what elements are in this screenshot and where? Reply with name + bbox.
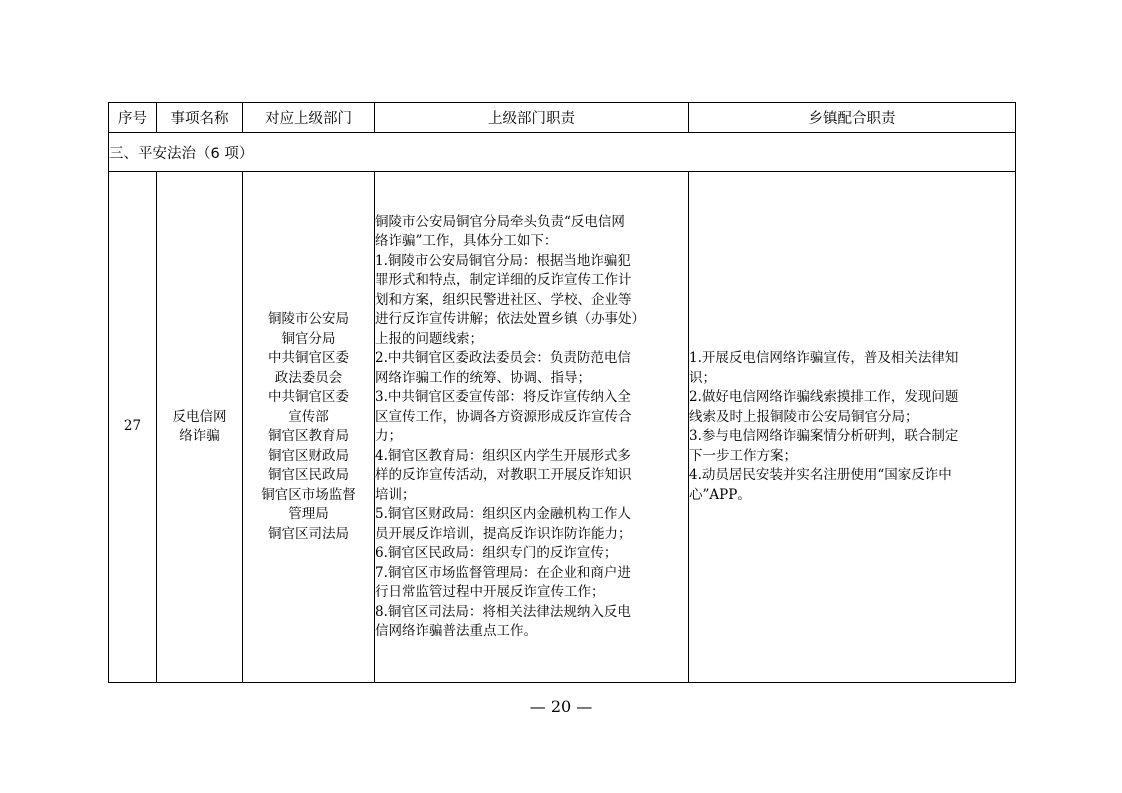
town-duty-line: 4.动员居民安装并实名注册使用“国家反诈中 [689, 467, 952, 483]
duty-line: 3.中共铜官区委宣传部：将反诈宣传纳入全 [375, 389, 631, 405]
duty-line: 行日常监管过程中开展反诈宣传工作； [375, 584, 605, 600]
item-name-line: 络诈骗 [179, 428, 220, 444]
duty-line: 1.铜陵市公安局铜官分局：根据当地诈骗犯 [375, 252, 631, 269]
dept-line: 铜官区教育局 [268, 428, 349, 444]
dept-line: 铜官区司法局 [268, 525, 349, 542]
town-duty-line: 识； [689, 369, 716, 386]
duty-line: 4.铜官区教育局：组织区内学生开展形式多 [375, 447, 631, 464]
section-title: 三、平安法治（6 项） [109, 133, 1016, 172]
duty-line: 络诈骗”工作，具体分工如下： [375, 233, 558, 249]
item-name-cell [157, 172, 243, 683]
duty-line: 罪形式和特点，制定详细的反诈宣传工作计 [375, 272, 632, 288]
superior-duty-cell [375, 172, 689, 683]
dept-line: 铜官区财政局 [268, 447, 349, 464]
responsibility-table [108, 102, 1016, 683]
header-item-name: 事项名称 [157, 103, 243, 133]
item-name-line: 反电信网 [172, 408, 227, 425]
duty-line: 进行反诈宣传讲解；依法处置乡镇（办事处） [375, 311, 645, 327]
dept-line: 铜官区民政局 [268, 467, 349, 483]
town-duty-line: 下一步工作方案； [689, 447, 797, 464]
dept-line: 铜官区市场监督 [261, 486, 356, 503]
duty-line: 上报的问题线索； [375, 330, 483, 347]
page-number: — 20 — [529, 697, 593, 716]
dept-line: 宣传部 [288, 408, 329, 425]
superior-dept-cell [243, 172, 375, 683]
section-row [109, 133, 1016, 172]
header-superior-dept: 对应上级部门 [243, 103, 375, 133]
dept-line: 政法委员会 [274, 369, 343, 386]
town-duty-line: 线索及时上报铜陵市公安局铜官分局； [689, 408, 919, 425]
row-number: 27 [109, 172, 157, 683]
header-town-duty: 乡镇配合职责 [689, 103, 1016, 133]
town-duty-line: 3.参与电信网络诈骗案情分析研判，联合制定 [689, 428, 959, 444]
dept-line: 中共铜官区委 [268, 389, 349, 405]
duty-line: 样的反诈宣传活动，对教职工开展反诈知识 [375, 467, 632, 483]
duty-line: 8.铜官区司法局：将相关法律法规纳入反电 [375, 603, 631, 620]
header-seq: 序号 [109, 103, 157, 133]
dept-line: 中共铜官区委 [268, 350, 349, 366]
duty-line: 划和方案，组织民警进社区、学校、企业等 [375, 291, 632, 308]
table-row [109, 172, 1016, 683]
header-superior-duty: 上级部门职责 [375, 103, 689, 133]
duty-line: 区宣传工作，协调各方资源形成反诈宣传合 [375, 408, 632, 425]
town-duty-line: 2.做好电信网络诈骗线索摸排工作，发现问题 [689, 389, 959, 405]
duty-line: 力； [375, 428, 402, 444]
dept-line: 铜陵市公安局 [268, 311, 349, 327]
duty-line: 信网络诈骗普法重点工作。 [375, 623, 537, 639]
dept-line: 管理局 [288, 506, 329, 522]
duty-line: 2.中共铜官区委政法委员会：负责防范电信 [375, 350, 631, 366]
duty-line: 6.铜官区民政局：组织专门的反诈宣传； [375, 545, 618, 561]
duty-line: 5.铜官区财政局：组织区内金融机构工作人 [375, 506, 631, 522]
duty-line: 网络诈骗工作的统筹、协调、指导； [375, 369, 591, 386]
duty-line: 培训； [375, 486, 416, 503]
duty-line: 员开展反诈培训，提高反诈识诈防诈能力； [375, 525, 632, 542]
duty-line: 7.铜官区市场监督管理局：在企业和商户进 [375, 564, 631, 581]
town-duty-cell [689, 172, 1016, 683]
town-duty-line: 1.开展反电信网络诈骗宣传，普及相关法律知 [689, 350, 959, 366]
duty-line: 铜陵市公安局铜官分局牵头负责“反电信网 [375, 213, 625, 230]
town-duty-line: 心”APP。 [689, 486, 751, 503]
header-row [109, 103, 1016, 133]
dept-line: 铜官分局 [281, 330, 336, 347]
